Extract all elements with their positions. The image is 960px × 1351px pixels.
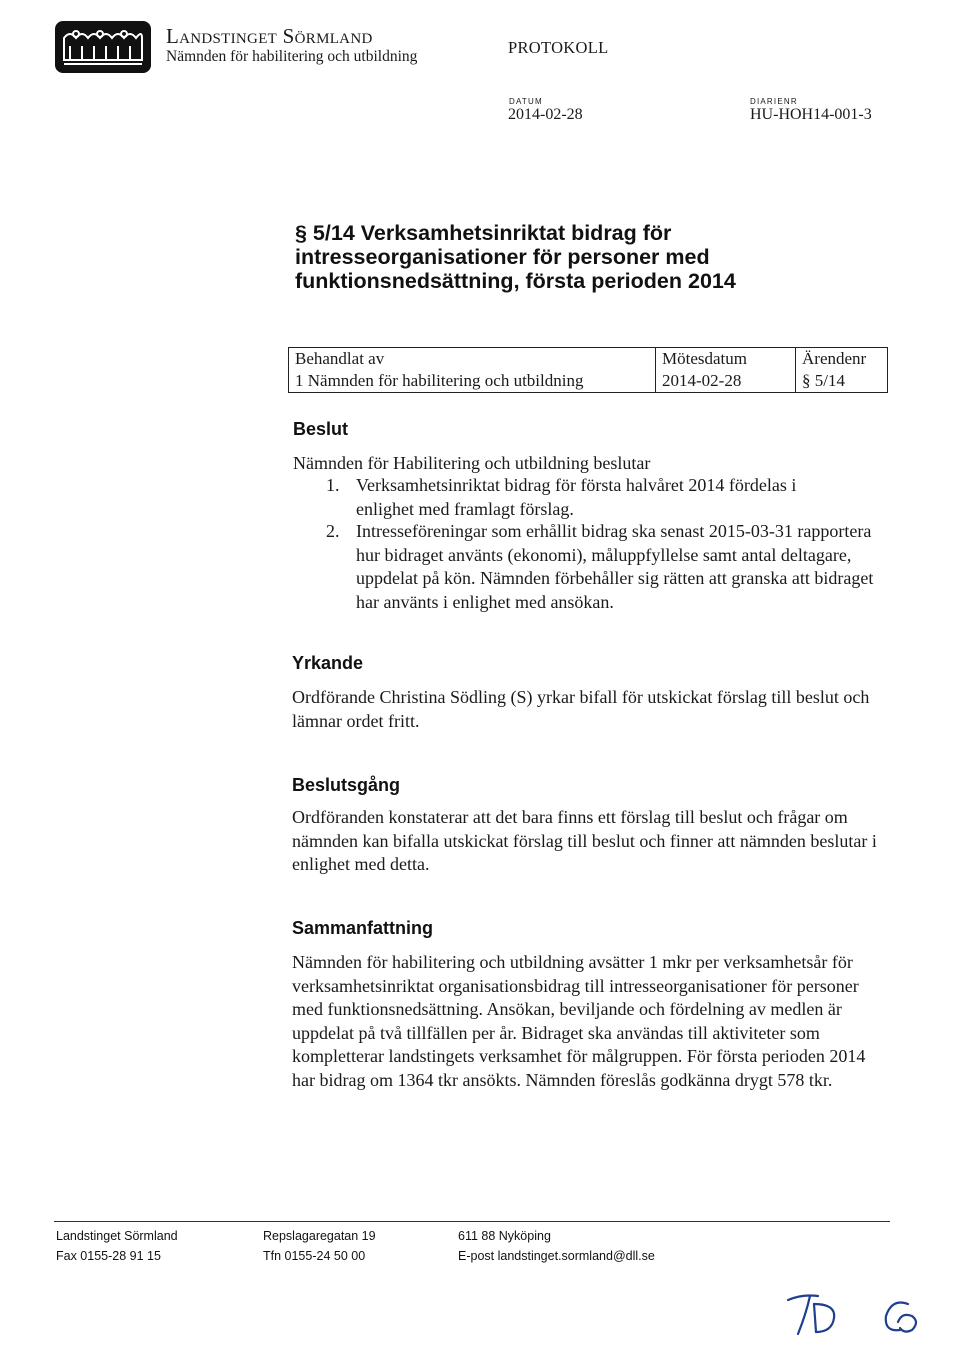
date-label: DATUM <box>509 97 543 106</box>
sammanfattning-paragraph: Nämnden för habilitering och utbildning avsätter 1 mkr per verksamhetsår för verksamhetsinriktat organisationsbidrag till intresseorganisationer för personer med funktionsnedsättning. Ansökan, beviljande och fördelning av medlen är uppdelat på två tillfällen per år. Bidraget ska användas till aktiviteter som kompletterar landstingets verksamhet för målgruppen. För första perioden 2014 har bidrag om 1364 tkr ansökts. Nämnden föreslås godkänna drygt 578 tkr. <box>292 952 866 1090</box>
footer-email: E-post landstinget.sormland@dll.se <box>458 1249 655 1263</box>
list-item-number: 1. <box>326 475 340 495</box>
section-heading-beslut: Beslut <box>293 419 349 439</box>
diarienr-label: DIARIENR <box>750 97 798 106</box>
footer-phone: Tfn 0155-24 50 00 <box>263 1249 366 1263</box>
footer-org: Landstinget Sörmland <box>56 1229 178 1243</box>
committee-name: Nämnden för habilitering och utbildning <box>166 48 418 65</box>
beslutsgang-paragraph: Ordföranden konstaterar att det bara finns ett förslag till beslut och frågar om nämnden kan bifalla utskickat förslag till beslut och finner att nämnden beslutar i enlighet med detta. <box>292 807 877 874</box>
landstinget-logo-icon <box>54 20 152 74</box>
table-header-cell: Behandlat av <box>289 348 656 371</box>
footer-city: 611 88 Nyköping <box>458 1229 551 1243</box>
section-heading-yrkande: Yrkande <box>292 653 364 673</box>
table-header-cell: Mötesdatum <box>656 348 796 371</box>
page-title: § 5/14 Verksamhetsinriktat bidrag för intresseorganisationer för personer med funktionsnedsättning, första perioden 2014 <box>295 221 736 293</box>
list-item-number: 2. <box>326 521 340 541</box>
footer-divider <box>54 1221 890 1222</box>
table-header-row <box>289 348 888 371</box>
yrkande-paragraph: Ordförande Christina Södling (S) yrkar bifall för utskickat förslag till beslut och lämnar ordet fritt. <box>292 687 870 731</box>
handwritten-initials-icon <box>780 1282 940 1342</box>
table-cell: 2014-02-28 <box>656 370 796 393</box>
org-name: Landstinget Sörmland <box>166 24 373 48</box>
document-type: PROTOKOLL <box>508 38 609 57</box>
section-heading-beslutsgang: Beslutsgång <box>292 775 401 795</box>
list-item: Intresseföreningar som erhållit bidrag ska senast 2015-03-31 rapportera hur bidraget använts (ekonomi), måluppfyllelse samt antal deltagare, uppdelat på kön. Nämnden förbehåller sig rätten att granska att bidraget har använts i enlighet med ansökan. <box>356 521 874 612</box>
section-heading-sammanfattning: Sammanfattning <box>292 918 434 938</box>
handled-by-table <box>288 347 888 393</box>
footer-fax: Fax 0155-28 91 15 <box>56 1249 161 1263</box>
list-item: Verksamhetsinriktat bidrag för första halvåret 2014 fördelas i enlighet med framlagt förslag. <box>356 475 797 519</box>
footer-street: Repslagaregatan 19 <box>263 1229 376 1243</box>
beslut-intro: Nämnden för Habilitering och utbildning beslutar <box>293 453 651 473</box>
table-header-cell: Ärendenr <box>796 348 888 371</box>
diarienr-value: HU-HOH14-001-3 <box>750 106 872 123</box>
date-value: 2014-02-28 <box>508 106 583 123</box>
table-row <box>289 370 888 393</box>
table-cell: 1 Nämnden för habilitering och utbildning <box>289 370 656 393</box>
table-cell: § 5/14 <box>796 370 888 393</box>
